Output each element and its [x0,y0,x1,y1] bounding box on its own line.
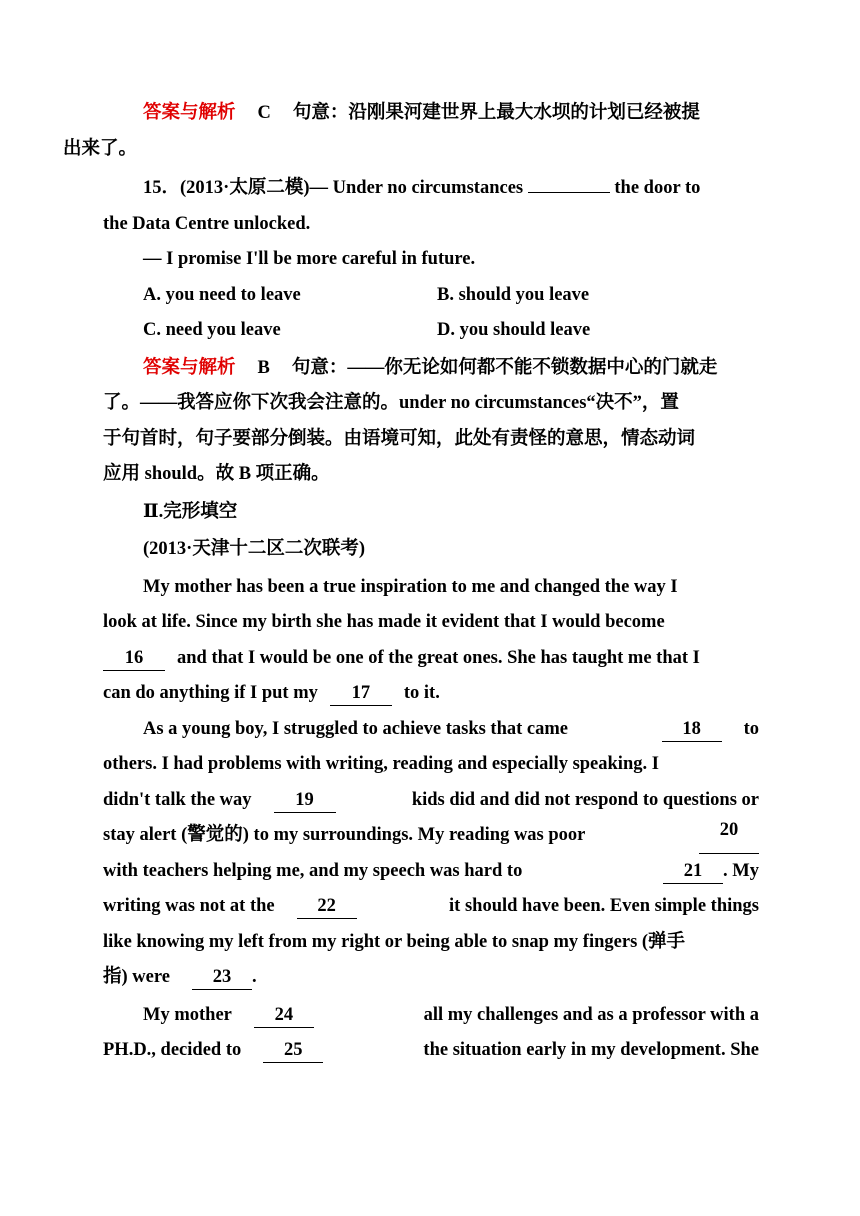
question-stem: — Under no circumstances [309,178,524,198]
blank-19[interactable]: 19 [274,788,336,813]
blank-16[interactable]: 16 [103,646,165,671]
option-c: C. need you leave [143,320,281,340]
passage-text: . [251,967,257,987]
answer-letter: C [257,103,271,123]
answer-explanation-line3: 于句首时，句子要部分倒装。由语境可知，此处有责怪的意思，情态动词 [103,428,696,449]
section-source: (2013·天津十二区二次联考) [143,539,365,559]
passage-line [103,998,759,1034]
passage-line: others. I had problems with writing, reading and especially speaking. I [103,754,659,774]
blank-17[interactable]: 17 [330,681,392,706]
blank-25[interactable]: 25 [263,1038,323,1063]
question-stem-line2: the Data Centre unlocked. [103,213,311,234]
passage-line [103,1033,759,1069]
passage-line [103,889,759,925]
blank-24[interactable]: 24 [254,1003,314,1028]
answer-explanation: 句意：——你无论如何都不能不锁数据中心的门就走 [291,357,718,378]
answer-letter: B [257,357,270,378]
option-d: D. you should leave [437,320,591,340]
blank-18[interactable]: 18 [662,717,722,742]
section-title: Ⅱ.完形填空 [143,501,238,522]
answer-label: 答案与解析 [143,103,236,123]
blank-22[interactable]: 22 [297,894,357,919]
answer-explanation: 句意：沿刚果河建世界上最大水坝的计划已经被提 [292,103,700,123]
passage-text: As a young boy, I struggled to achieve tasks that came [143,718,568,739]
passage-text: and that I would be one of the great ones. She has taught me that I [177,647,700,668]
passage-paragraph-3 [103,998,759,1069]
option-a: A. you need to leave [143,284,301,305]
passage-paragraph-1 [103,570,759,712]
passage-text: didn't talk the way [103,789,252,810]
passage-line: like knowing my left from my right or being able to snap my fingers (弹手 [103,931,686,952]
blank-21[interactable]: 21 [663,859,723,884]
answer-label: 答案与解析 [143,357,236,378]
passage-text: stay alert (警觉的) to my surroundings. My reading was poor [103,825,586,845]
passage-line [103,712,759,748]
passage-line [103,960,759,996]
passage-line: My mother has been a true inspiration to me and changed the way I [143,576,678,597]
answer-explanation-line2: 了。——我答应你下次我会注意的。under no circumstances“决不”，置 [103,393,679,413]
answer-15 [103,351,759,493]
answer-explanation-line4: 应用 should。故 B 项正确。 [103,464,330,484]
passage-text: PH.D., decided to [103,1040,242,1060]
question-number: 15． [143,178,181,198]
passage-text: . My [723,860,759,881]
passage-text: to it. [403,683,440,703]
passage-text: 指) were [103,967,170,987]
options-row-1 [103,278,759,314]
passage-text: with teachers helping me, and my speech was hard to [103,860,523,881]
passage-text: kids did and did not respond to questions or [411,789,759,810]
passage-line [103,854,759,890]
passage-line [103,676,759,712]
passage-text: My mother [143,1004,232,1025]
passage-line [103,818,759,854]
question-stem-cont: the door to [614,178,701,198]
passage-line: look at life. Since my birth she has made it evident that I would become [103,612,665,632]
passage-line [103,641,759,677]
passage-text: can do anything if I put my [103,683,318,703]
question-source: (2013·太原二模) [180,178,310,198]
passage-text: to [743,718,759,739]
blank-20[interactable]: 20 [699,818,759,854]
blank-23[interactable]: 23 [192,965,252,990]
question-reply: — I promise I'll be more careful in future. [143,249,476,269]
answer-explanation-cont: 出来了。 [63,138,138,159]
answer-14 [63,96,759,167]
passage-text: the situation early in my development. She [423,1040,759,1060]
passage-text: writing was not at the [103,896,275,916]
question-blank [528,174,610,193]
passage-line [103,783,759,819]
options-row-2 [103,313,759,349]
question-15 [103,171,759,242]
passage-text: it should have been. Even simple things [449,896,759,916]
passage-text: all my challenges and as a professor with a [423,1004,759,1025]
document-content [63,96,759,1069]
passage-paragraph-2 [103,712,759,996]
option-b: B. should you leave [437,284,590,305]
